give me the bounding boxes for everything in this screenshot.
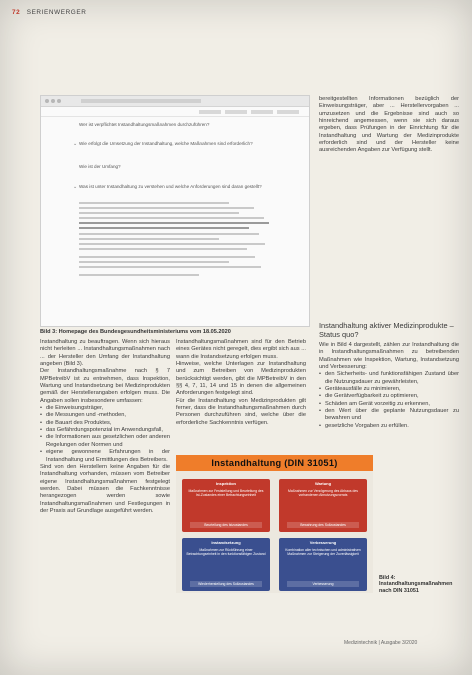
list-item: • den Sicherheits- und funktionsfähigen Zustand über die Nutzungsdauer zu gewährleisten, xyxy=(325,371,459,386)
homepage-screenshot xyxy=(40,95,310,327)
list-item: • Geräteausfälle zu minimieren, xyxy=(325,386,459,393)
site-tabs xyxy=(199,110,299,114)
maintenance-box: Wartung Maßnahmen zur Verzögerung des Abbaus des vorhandenen Abnutzungsvorrats Bewahrung des Sollzustandes xyxy=(279,479,367,532)
figure2-caption: Bild 4: Instandhaltungsmaßnahmen nach DIN 31051 xyxy=(379,575,453,594)
paragraph: Instandhaltungsmaßnahmen sind für den Betrieb eines Gerätes nicht geregelt, dies ergibt sich aus ... wann die Instandsetzung erfolgen muss. xyxy=(176,339,306,360)
bullet-list xyxy=(40,405,170,464)
paragraph: Der Instandhaltungsmaßnahme nach § 7 MPBetreibV ist zu entnehmen, dass Inspektion, Wartung und Instandsetzung bei Medizinprodukten gemäß der Herstellerangaben erfolgen muss. Die Angaben sollen insbesondere umfassen: xyxy=(40,368,170,404)
list-item: • eigene gewonnene Erfahrungen in der Instandhaltung und Ermittlungen des Betreibers. xyxy=(46,449,170,464)
list-item: • gesetzliche Vorgaben zu erfüllen. xyxy=(325,423,459,430)
page-number: 72 xyxy=(12,9,21,16)
chevron-down-icon: ⌄ xyxy=(73,184,78,190)
browser-bar xyxy=(41,96,309,107)
list-item: • den Wert über die geplante Nutzungsdauer zu bewahren und xyxy=(325,408,459,423)
list-item: • die Einweisungsträger, xyxy=(46,405,170,412)
running-head xyxy=(12,9,86,16)
column-3-bottom xyxy=(319,342,459,430)
column-3-top xyxy=(319,96,459,155)
diagram-title: Instandhaltung (DIN 31051) xyxy=(176,455,373,471)
paragraph: Für die Instandhaltung von Medizinprodukten gilt ferner, dass die Instandhaltungsmaßnahmen durch Personen durchzuführen sind, welche über die erforderliche Sachkenntnis verfügen. xyxy=(176,397,306,426)
repair-box: Instandsetzung Maßnahmen zur Rückführung einer Betrachtungseinheit in den funktionsfähigen Zustand Wiederherstellung des Sollzustandes xyxy=(182,538,270,591)
list-item: • die Bauart des Produktes, xyxy=(46,420,170,427)
paragraph: Wie in Bild 4 dargestellt, zählen zur Instandhaltung die in Instandhaltungsmaßnahmen zu betreibenden Maßnahmen wie Inspektion, Wartung, Instandsetzung und Verbesserung: xyxy=(319,342,459,371)
list-item: • die Informationen aus gesetzlichen oder anderen Regelungen oder Normen und xyxy=(46,434,170,449)
chevron-down-icon: ⌄ xyxy=(73,141,78,147)
paragraph: bereitgestellten Informationen bezüglich der Einweisungsträger, aber ... Herstellervorgaben ... umzusetzen und die Ergebnisse sind auch so hinreichend angemessen, wenn sie sich daraus ergeben, dass Prüfungen in der Einrichtung für die Instandhaltung und Wartung der Medizinprodukte erforderlich sind und der Hersteller keine ausreichenden Angaben zur Verfügung stellt. xyxy=(319,96,459,154)
paragraph: Hinweise, welche Unterlagen zur Instandhaltung und zum Betreiben von Medizinprodukten berücksichtigt werden, gibt die MPBetreibV in den §§ 4, 7, 11, 14 und 15 in denen die allgemeinen Anforderungen festgelegt sind. xyxy=(176,361,306,397)
page-footer: Medizintechnik | Ausgabe 3/2020 xyxy=(344,640,418,646)
column-1 xyxy=(40,339,170,515)
inspection-box: Inspektion Maßnahmen zur Feststellung und Beurteilung des Ist-Zustandes einer Betrachtungseinheit Beurteilung des Istzustandes xyxy=(182,479,270,532)
paragraph: Instandhaltung zu beauftragen. Wenn sich hieraus nicht herleiten ... Instandhaltungsmaßnahmen nach ... der Hersteller den Umfang der Instandhaltung angeben (Bild 3). xyxy=(40,339,170,368)
faq-question: Wer ist verpflichtet Instandhaltungsmaßnahmen durchzuführen? xyxy=(79,122,210,127)
list-item: • die Gerätverfügbarkeit zu optimieren, xyxy=(325,393,459,400)
din-31051-diagram xyxy=(176,455,373,593)
list-item: • das Gefährdungspotenzial im Anwendungsfall, xyxy=(46,427,170,434)
list-item: • die Messungen und -methoden, xyxy=(46,412,170,419)
bullet-list xyxy=(319,371,459,430)
improvement-box: Verbesserung Kombination aller technischen und administrativen Maßnahmen zur Steigerung der Zuverlässigkeit Verbesserung xyxy=(279,538,367,591)
faq-question: Was ist unter Instandhaltung zu verstehen und welche Anforderungen sind daran gestellt? xyxy=(79,184,262,189)
faq-question: Wie erfolgt die Umsetzung der Instandhaltung, welche Maßnahmen sind erforderlich? xyxy=(79,141,253,146)
section-heading: Instandhaltung aktiver Medizinprodukte – Status quo? xyxy=(319,321,454,339)
paragraph: Sind von den Herstellern keine Angaben für die Instandhaltung vorhanden, müssen vom Betreiber eigene Instandhaltungsmaßnahmen festgelegt werden. Dabei müssen die Fachkenntnisse herangezogen werden sowie Instandhaltungsmaßnahmen und Festlegungen in der Praxis auf Grundlage ausgeführt werden. xyxy=(40,463,170,514)
column-2 xyxy=(176,339,306,427)
section-title: SERIENWERGER xyxy=(26,9,87,16)
list-item: • Schäden am Gerät vorzeitig zu erkennen, xyxy=(325,401,459,408)
figure1-caption: Bild 3: Homepage des Bundesgesundheitsministeriums vom 18.05.2020 xyxy=(40,329,231,335)
faq-question: Wie ist der Umfang? xyxy=(79,164,121,169)
